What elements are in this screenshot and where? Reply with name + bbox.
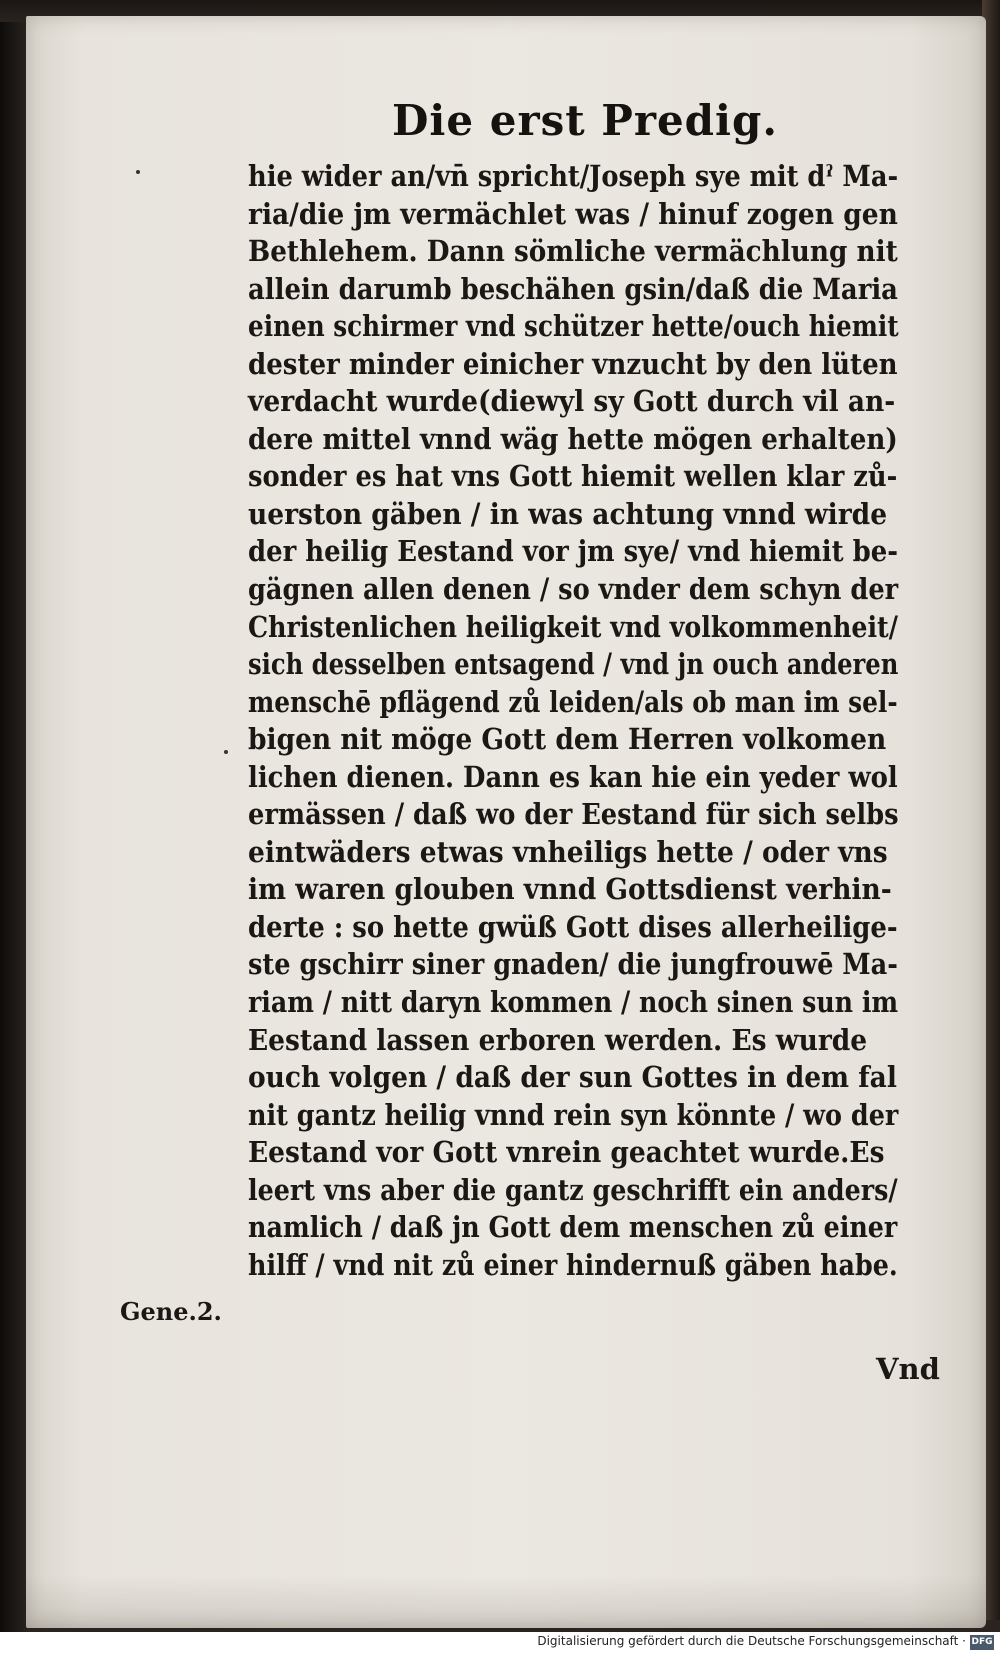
- text-line: lichen dienen. Dann es kan hie ein yeder wol: [248, 759, 898, 794]
- text-line: ria/die jm vermächlet was / hinuf zogen gen: [248, 196, 898, 231]
- text-line: allein darumb beschähen gsin/daß die Maria: [248, 271, 898, 306]
- text-line: ste gschirr siner gnaden/ die jungfrouwē Ma-: [248, 947, 898, 982]
- text-line: riam / nitt daryn kommen / noch sinen sun im: [248, 985, 899, 1020]
- text-line: dere mittel vnnd wäg hette mögen erhalten): [248, 421, 898, 456]
- text-line: derte : so hette gwüß Gott dises allerheilige-: [248, 909, 898, 944]
- text-line: einen schirmer vnd schützer hette/ouch hiemit: [248, 309, 899, 344]
- text-line: dester minder einicher vnzucht by den lüten: [248, 346, 898, 381]
- text-line: Bethlehem. Dann sömliche vermächlung nit: [248, 234, 898, 269]
- text-line: Eestand vor Gott vnrein geachtet wurde.Es: [248, 1135, 885, 1170]
- text-line: menschē pflägend zů leiden/als ob man im sel-: [248, 684, 898, 719]
- ink-speck: [136, 170, 140, 174]
- text-line: hie wider an/vn̄ spricht/Joseph sye mit dˀ Ma-: [248, 159, 899, 193]
- text-line: hilff / vnd nit zů einer hindernuß gäben habe.: [248, 1247, 898, 1282]
- footer-credit: Digitalisierung gefördert durch die Deutsche Forschungsgemeinschaft ·: [537, 1634, 966, 1648]
- text-line: bigen nit möge Gott dem Herren volkomen: [248, 722, 887, 757]
- text-line: leert vns aber die gantz geschrifft ein anders/: [248, 1172, 898, 1207]
- text-line: verdacht wurde(diewyl sy Gott durch vil an-: [248, 384, 896, 419]
- text-line: der heilig Eestand vor jm sye/ vnd hiemit be-: [248, 534, 898, 569]
- page-body-text: [248, 158, 948, 1284]
- text-line: namlich / daß jn Gott dem menschen zů einer: [248, 1210, 898, 1245]
- marginal-note: Gene.2.: [120, 1297, 222, 1326]
- running-head: Die erst Predig.: [392, 96, 778, 145]
- text-line: gägnen allen denen / so vnder dem schyn der: [248, 572, 899, 607]
- text-line: ouch volgen / daß der sun Gottes in dem fal: [248, 1060, 897, 1095]
- ink-speck: [224, 750, 228, 754]
- text-line: sonder es hat vns Gott hiemit wellen klar zů-: [248, 459, 898, 494]
- text-line: eintwäders etwas vnheiligs hette / oder vns: [248, 834, 888, 869]
- text-line: nit gantz heilig vnnd rein syn könnte / wo der: [248, 1097, 899, 1132]
- text-line: ermässen / daß wo der Eestand für sich selbs: [248, 797, 899, 832]
- text-line: Eestand lassen erboren werden. Es wurde: [248, 1022, 868, 1057]
- catchword: Vnd: [876, 1352, 940, 1386]
- text-line: uerston gäben / in was achtung vnnd wirde: [248, 496, 888, 531]
- text-line: sich desselben entsagend / vnd jn ouch anderen: [248, 647, 899, 682]
- text-line: Christenlichen heiligkeit vnd volkommenheit/: [248, 609, 898, 644]
- text-line: im waren glouben vnnd Gottsdienst verhin-: [248, 872, 892, 907]
- page-shadow: [26, 1575, 986, 1628]
- dfg-logo: DFG: [970, 1635, 994, 1650]
